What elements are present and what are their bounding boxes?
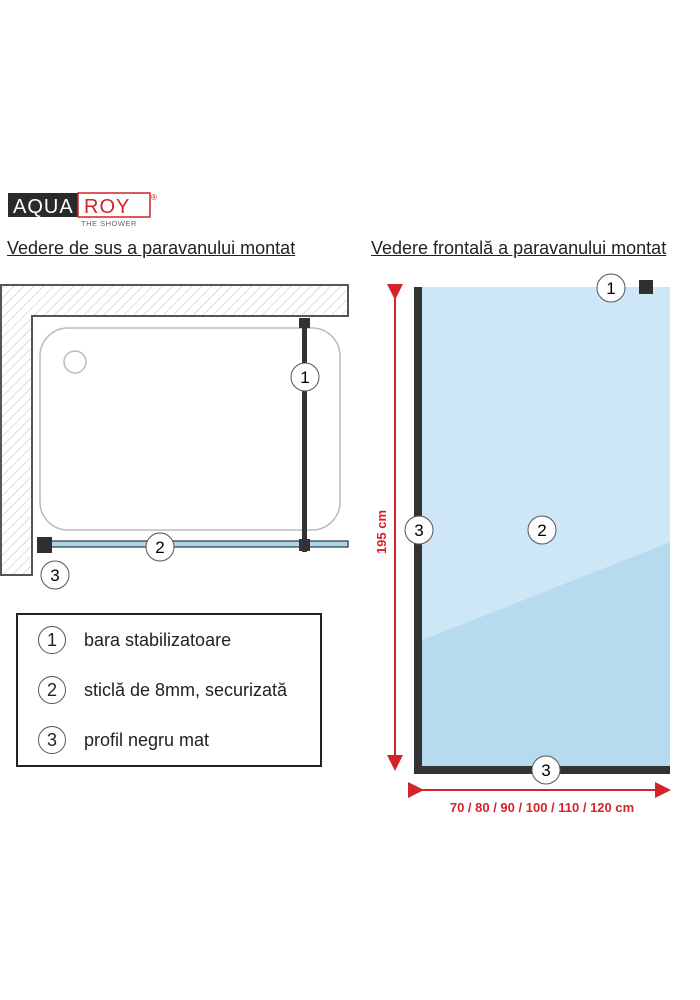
legend-item-1 <box>38 626 231 654</box>
width-dimension-label: 70 / 80 / 90 / 100 / 110 / 120 cm <box>449 800 635 815</box>
front-view-title: Vedere frontală a paravanului montat <box>371 238 667 258</box>
logo-right-text: ROY <box>84 196 131 218</box>
logo-tagline: THE SHOWER <box>81 219 137 228</box>
legend-label: sticlă de 8mm, securizată <box>84 679 288 700</box>
legend-number: 1 <box>38 626 66 654</box>
drain <box>64 351 86 373</box>
svg-text:2: 2 <box>155 538 165 557</box>
callout-2 <box>528 516 556 544</box>
svg-text:2: 2 <box>537 521 547 540</box>
legend-label: profil negru mat <box>84 729 210 750</box>
callout-3-side <box>405 516 433 544</box>
top-view-title: Vedere de sus a paravanului montat <box>7 238 296 258</box>
callout-1 <box>291 363 319 391</box>
legend-label: bara stabilizatoare <box>84 629 232 650</box>
top-view-drawing <box>0 280 360 595</box>
stabilizer-bar-front <box>639 280 653 294</box>
callout-1 <box>597 274 625 302</box>
callout-2 <box>146 533 174 561</box>
svg-text:3: 3 <box>541 761 551 780</box>
wall-profile <box>37 537 52 553</box>
legend-item-2 <box>38 676 287 704</box>
callout-3 <box>41 561 69 589</box>
callout-3-bottom <box>532 756 560 784</box>
front-view-drawing <box>370 272 700 832</box>
logo-registered: ® <box>151 193 157 202</box>
legend-number: 3 <box>38 726 66 754</box>
logo-left-text: AQUA <box>13 196 74 218</box>
svg-text:3: 3 <box>50 566 60 585</box>
svg-text:1: 1 <box>300 368 310 387</box>
legend-number: 2 <box>38 676 66 704</box>
height-dimension-label: 195 cm <box>374 509 389 555</box>
stabilizer-bar-top <box>300 320 310 552</box>
legend-item-3 <box>38 726 209 754</box>
svg-text:1: 1 <box>606 279 616 298</box>
logo-mark <box>8 190 158 230</box>
brand-logo <box>8 190 158 230</box>
legend <box>16 613 322 767</box>
svg-text:3: 3 <box>414 521 424 540</box>
